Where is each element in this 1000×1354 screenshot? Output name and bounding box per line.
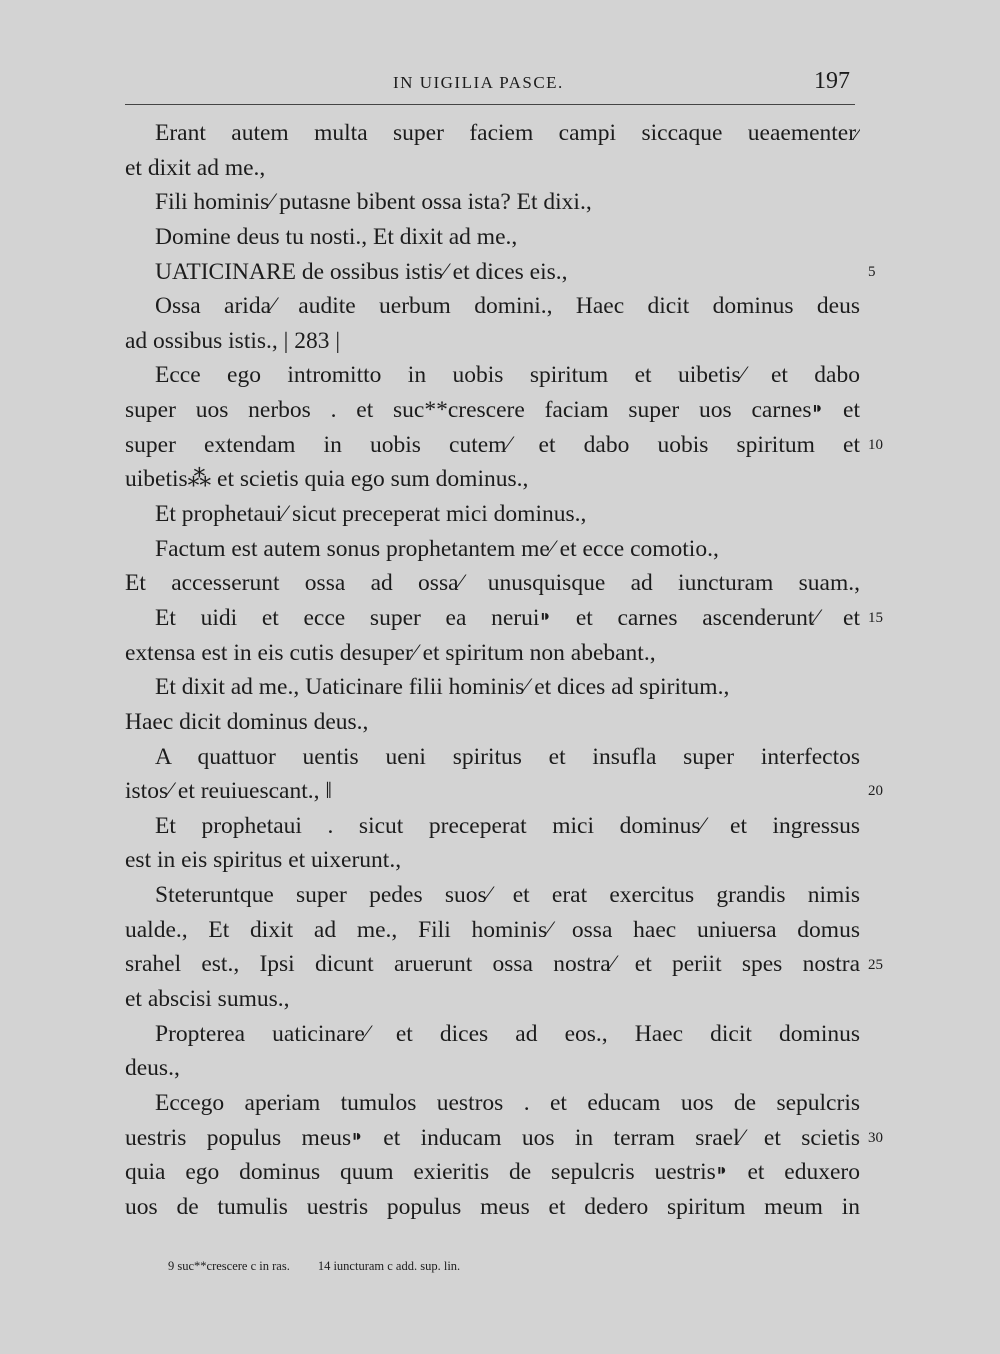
text-line: ualde., Et dixit ad me., Fili hominis⁄ ossa haec uniuersa domus — [125, 916, 860, 943]
line-number: 15 — [868, 610, 883, 627]
text-line: et dixit ad me., — [125, 154, 266, 181]
line-number: 30 — [868, 1129, 883, 1146]
line-number: 5 — [868, 263, 876, 280]
text-line: et abscisi sumus., — [125, 986, 290, 1013]
text-line: A quattuor uentis ueni spiritus et insufla super interfectos — [155, 743, 860, 770]
text-line: Propterea uaticinare⁄ et dices ad eos., Haec dicit dominus — [155, 1020, 860, 1047]
text-line: Domine deus tu nosti., Et dixit ad me., — [155, 223, 518, 250]
text-line: Fili hominis⁄ putasne bibent ossa ista? Et dixi., — [155, 189, 592, 216]
text-line: srahel est., Ipsi dicunt aruerunt ossa nostra⁄ et periit spes nostra — [125, 951, 860, 978]
text-line: Eccego aperiam tumulos uestros . et educam uos de sepulcris — [155, 1089, 860, 1116]
running-title: IN UIGILIA PASCE. — [393, 73, 564, 92]
footnote: 14 iuncturam c add. sup. lin. — [317, 1259, 461, 1273]
text-line: Factum est autem sonus prophetantem me⁄ et ecce comotio., — [155, 535, 719, 562]
text-line: Erant autem multa super faciem campi siccaque ueaementer⁄ — [155, 120, 860, 146]
header-rule — [125, 104, 855, 105]
text-line: Et prophetaui⁄ sicut preceperat mici dominus., — [155, 501, 587, 528]
text-line: Ecce ego intromitto in uobis spiritum et uibetis⁄ et dabo — [155, 362, 860, 389]
text-line: UATICINARE de ossibus istis⁄ et dices eis., — [155, 258, 568, 285]
text-line: Et uidi et ecce super ea nerui⁍ et carnes ascenderunt⁄ et — [155, 604, 860, 631]
text-line: super extendam in uobis cutem⁄ et dabo uobis spiritum et — [125, 431, 860, 458]
text-line: ad ossibus istis., | 283 | — [125, 327, 341, 354]
text-line: Steteruntque super pedes suos⁄ et erat exercitus grandis nimis — [155, 882, 860, 909]
line-number: 10 — [868, 436, 883, 453]
text-line: quia ego dominus quum exieritis de sepulcris uestris⁍ et eduxero — [125, 1159, 860, 1186]
text-line: Et prophetaui . sicut preceperat mici dominus⁄ et ingressus — [155, 812, 860, 839]
text-line: extensa est in eis cutis desuper⁄ et spiritum non abebant., — [125, 639, 656, 666]
body-text — [125, 116, 860, 1225]
text-line: Et dixit ad me., Uaticinare filii hominis⁄ et dices ad spiritum., — [155, 674, 730, 701]
text-line: Et accesserunt ossa ad ossa⁄ unusquisque ad iuncturam suam., — [125, 570, 860, 597]
text-line: deus., — [125, 1055, 180, 1082]
footnotes — [168, 1259, 488, 1274]
text-line: uibetis⁂ et scietis quia ego sum dominus., — [125, 466, 529, 493]
text-line: uos de tumulis uestris populus meus et dedero spiritum meum in — [125, 1193, 860, 1220]
text-line: super uos nerbos . et suc**crescere faciam super uos carnes⁍ et — [125, 397, 860, 424]
text-line: Ossa arida⁄ audite uerbum domini., Haec dicit dominus deus — [155, 293, 860, 320]
page-number: 197 — [814, 68, 850, 94]
line-number: 25 — [868, 956, 883, 973]
footnote: 9 suc**crescere c in ras. — [168, 1259, 290, 1273]
line-number: 20 — [868, 783, 883, 800]
text-line: Haec dicit dominus deus., — [125, 708, 369, 735]
text-line: uestris populus meus⁍ et inducam uos in terram srael⁄ et scietis — [125, 1124, 860, 1151]
text-line: est in eis spiritus et uixerunt., — [125, 847, 402, 874]
text-line: istos⁄ et reuiuescant., ‖ — [125, 778, 332, 805]
